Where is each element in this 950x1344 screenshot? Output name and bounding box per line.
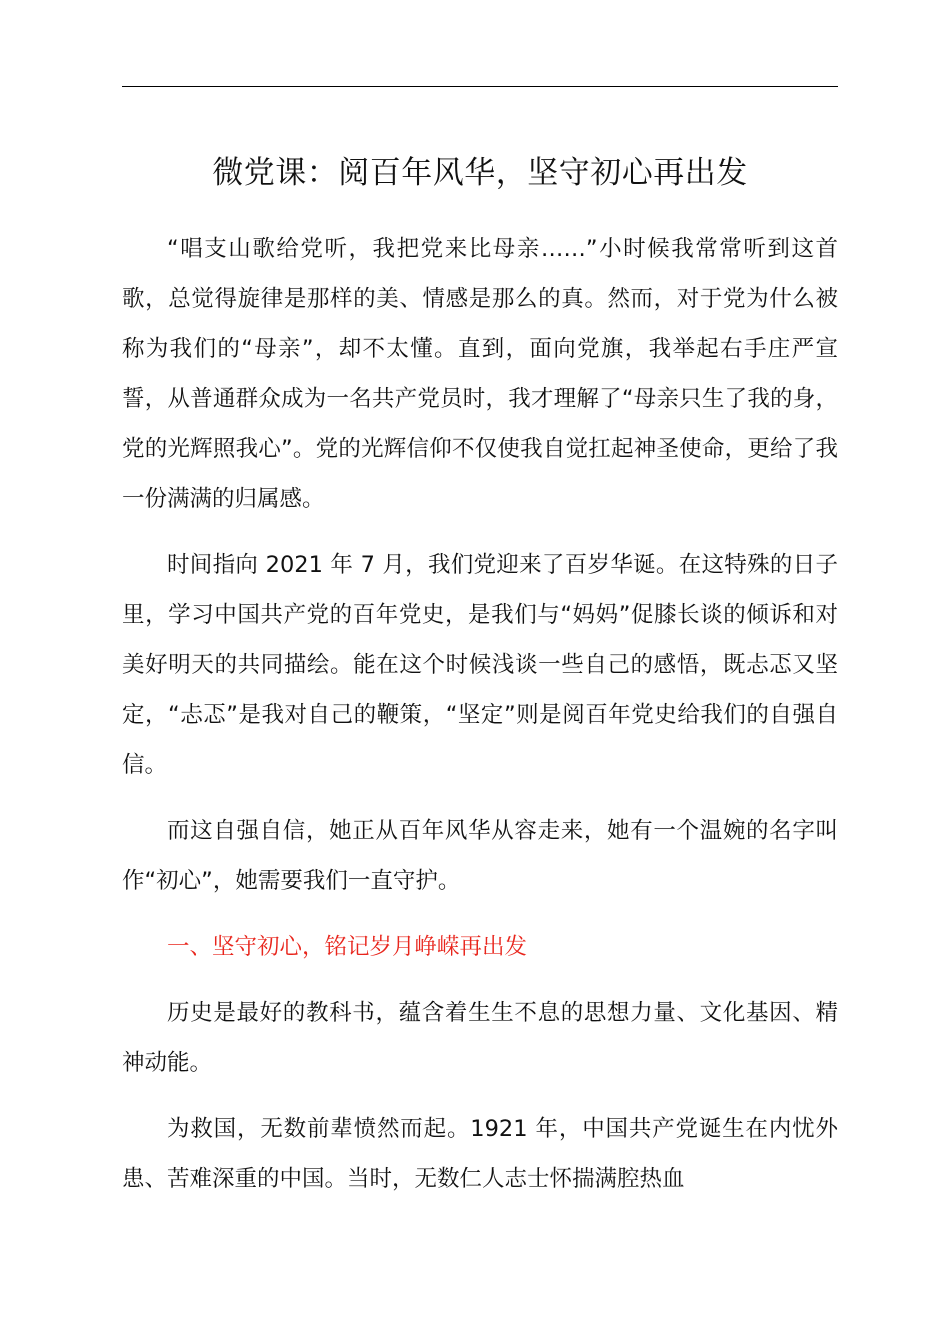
paragraph-centenary: 时间指向 2021 年 7 月，我们党迎来了百岁华诞。在这特殊的日子里，学习中国共产党的百年党史，是我们与“妈妈”促膝长谈的倾诉和对美好明天的共同描绘。能在这个时候浅谈一些自己的感悟，既忐忑又坚定，“忐忑”是我对自己的鞭策，“坚定”则是阅百年党史给我们的自强自信。 [122,552,838,778]
paragraph-save-nation: 为救国，无数前辈愤然而起。1921 年，中国共产党诞生在内忧外患、苦难深重的中国。当时，无数仁人志士怀揣满腔热血 [122,1116,838,1192]
paragraph-original-aspiration: 而这自强自信，她正从百年风华从容走来，她有一个温婉的名字叫作“初心”，她需要我们一直守护。 [122,818,838,894]
paragraph-history: 历史是最好的教科书，蕴含着生生不息的思想力量、文化基因、精神动能。 [122,1000,838,1076]
section-heading-1: 一、坚守初心，铭记岁月峥嵘再出发 [167,934,528,960]
document-body [122,224,838,1220]
header-rule [122,86,838,87]
document-title: 微党课：阅百年风华，坚守初心再出发 [212,155,748,191]
paragraph-intro: “唱支山歌给党听，我把党来比母亲……”小时候我常常听到这首歌，总觉得旋律是那样的美、情感是那么的真。然而，对于党为什么被称为我们的“母亲”，却不太懂。直到，面向党旗，我举起右手庄严宣誓，从普通群众成为一名共产党员时，我才理解了“母亲只生了我的身，党的光辉照我心”。党的光辉信仰不仅使我自觉扛起神圣使命，更给了我一份满满的归属感。 [122,236,838,512]
